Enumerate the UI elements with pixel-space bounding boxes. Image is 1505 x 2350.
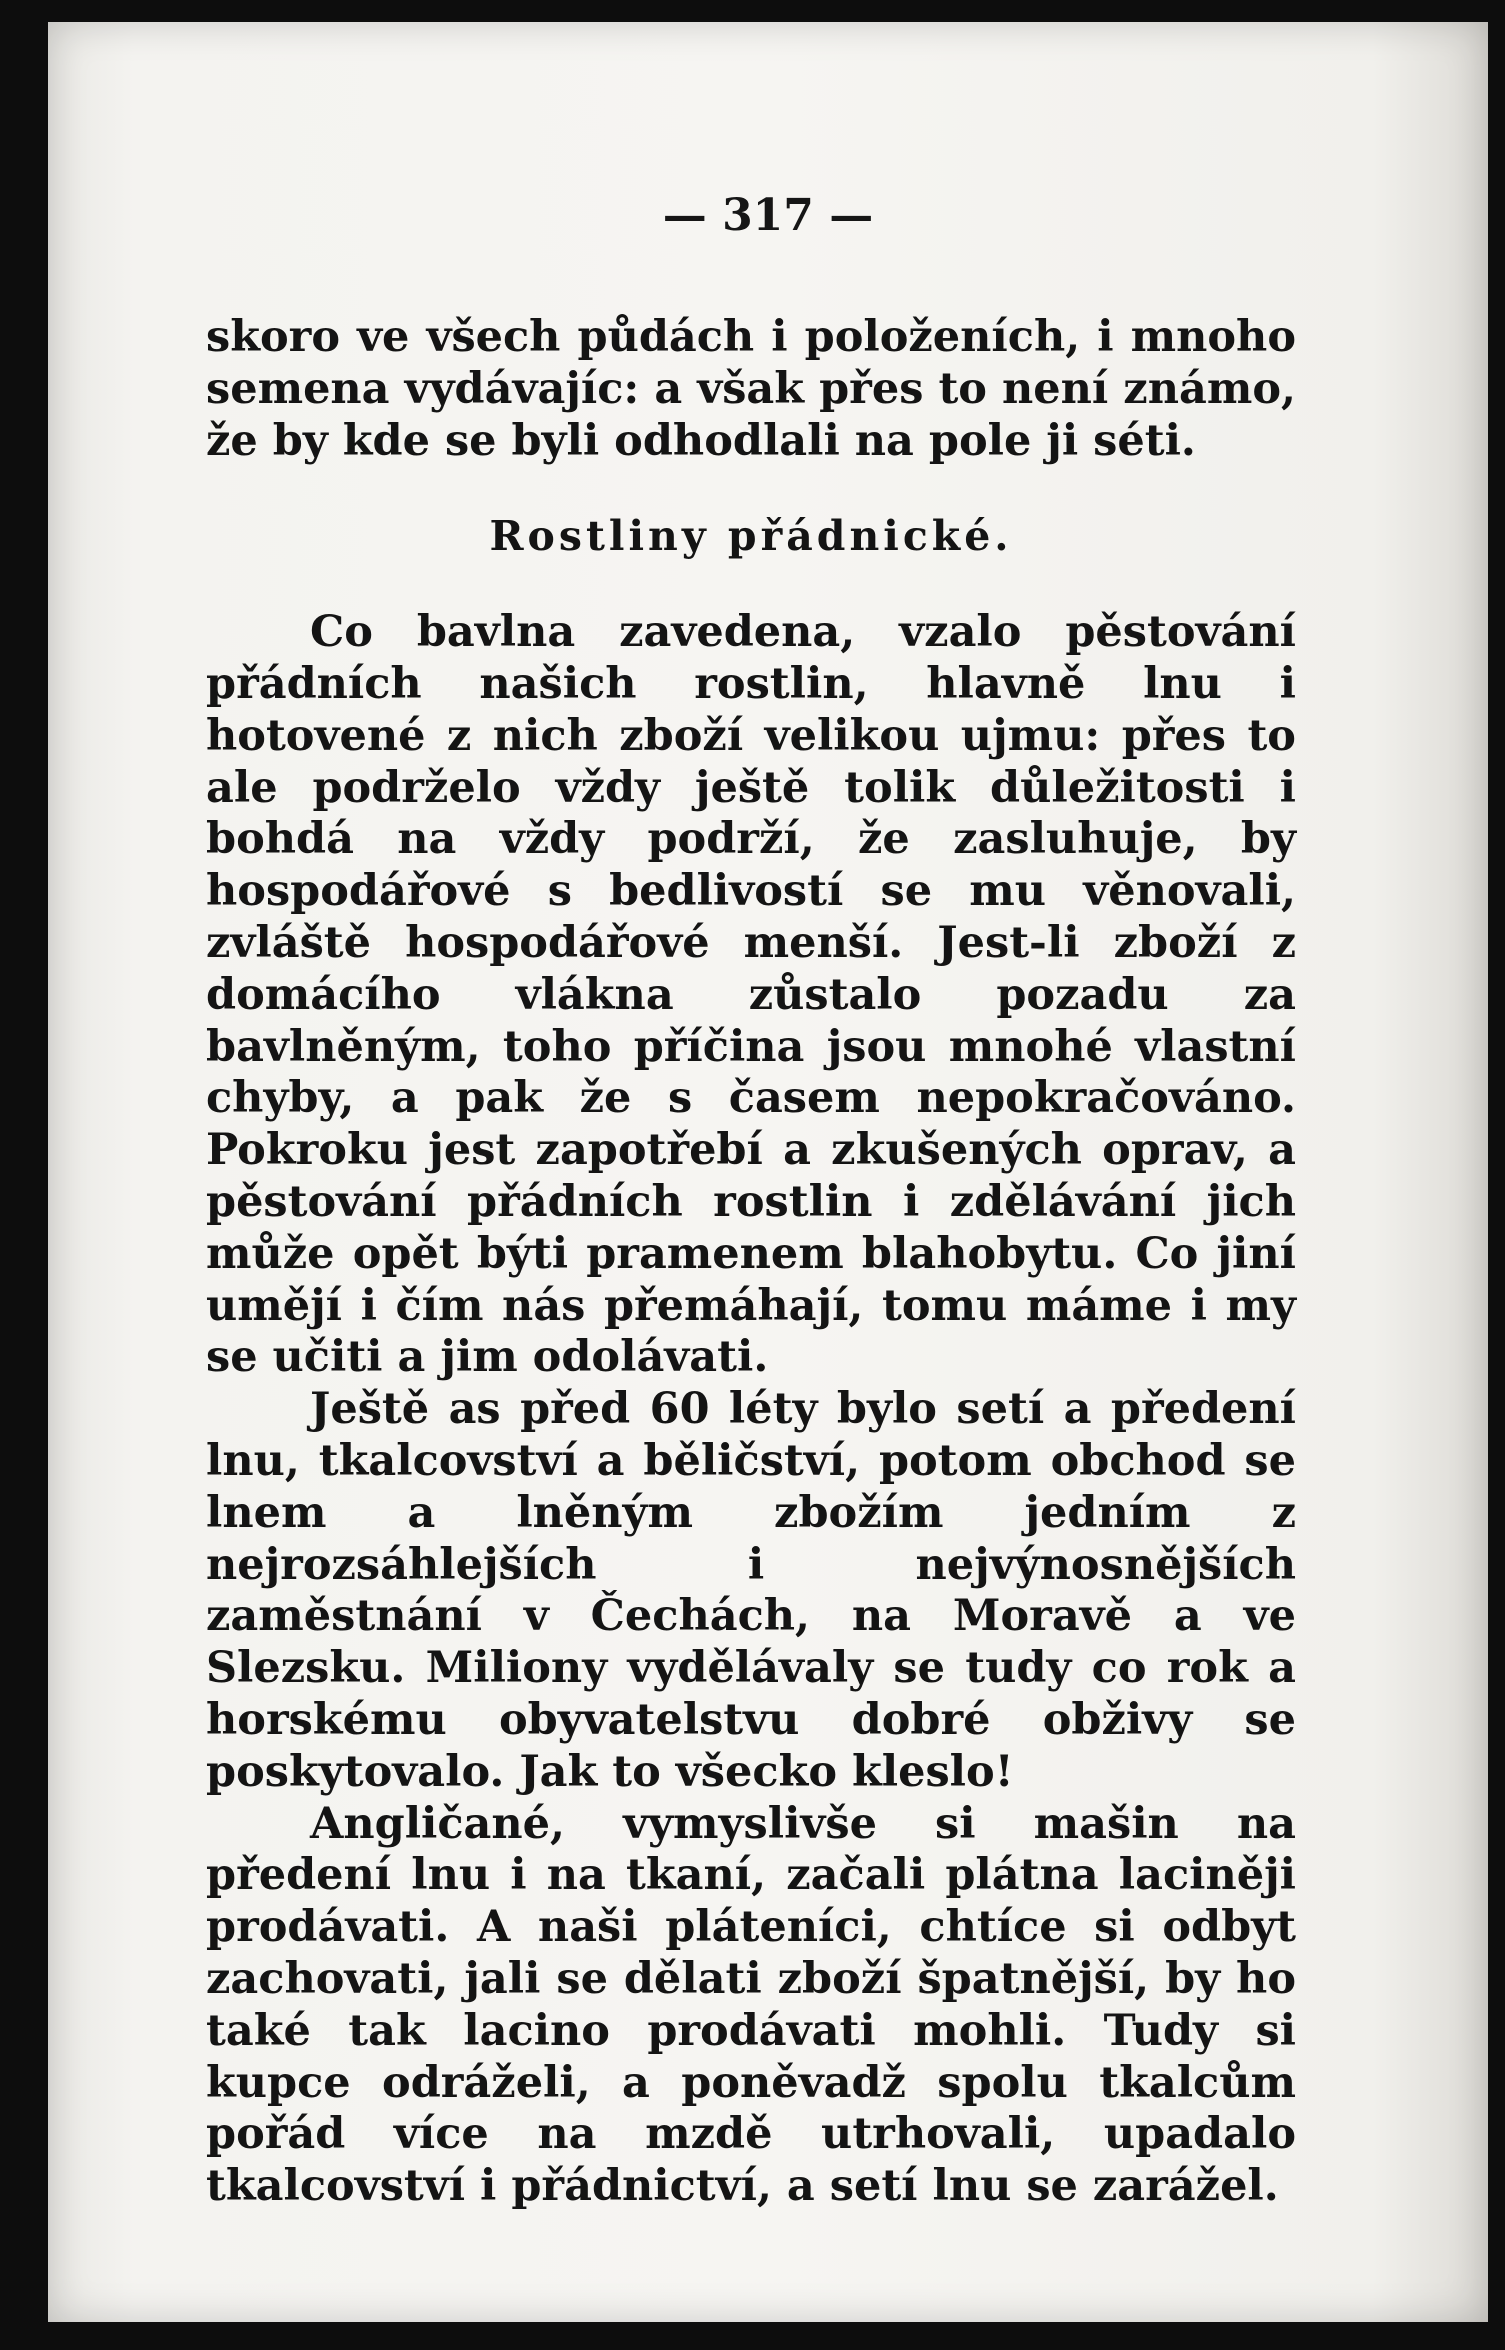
paragraph: Ještě as před 60 léty bylo setí a předení lnu, tkalcovství a běličství, potom obchod se lnem a lněným zbožím jedním z nejrozsáhlejších i nejvýnosnějších zaměstnání v Čechách, na Moravě a ve Slezsku. Miliony vydělávaly se tudy co rok a horskému obyvatelstvu dobré obživy se poskytovalo. Jak to všecko kleslo! <box>206 1384 1296 1797</box>
page-number: — 317 — <box>662 190 874 241</box>
book-page <box>48 22 1488 2322</box>
page-text <box>206 312 1296 2213</box>
paragraph: Angličané, vymyslivše si mašin na předení lnu i na tkaní, začali plátna laciněji prodávati. A naši pláteníci, chtíce si odbyt zachovati, jali se dělati zboží špatnější, by ho také tak lacino prodávati mohli. Tudy si kupce odráželi, a poněvadž spolu tkalcům pořád více na mzdě utrhovali, upadalo tkalcovství i přádnictví, a setí lnu se zarážel. <box>206 1798 1296 2212</box>
opening-paragraph: skoro ve všech půdách i položeních, i mnoho semena vydávajíc: a však přes to není známo, že by kde se byli odhodlali na pole ji séti. <box>206 312 1296 466</box>
paragraph: Co bavlna zavedena, vzalo pěstování přádních našich rostlin, hlavně lnu i hotovené z nich zboží velikou ujmu: přes to ale podrželo vždy ještě tolik důležitosti i bohdá na vždy podrží, že zasluhuje, by hospodářové s bedlivostí se mu věnovali, zvláště hospodářové menší. Jest-li zboží z domácího vlákna zůstalo pozadu za bavlněným, toho příčina jsou mnohé vlastní chyby, a pak že s časem nepokračováno. Pokroku jest zapotřebí a zkušených oprav, a pěstování přádních rostlin i zdělávání jich může opět býti pramenem blahobytu. Co jiní umějí i čím nás přemáhají, tomu máme i my se učiti a jim odolávati. <box>206 607 1296 1383</box>
section-heading: Rostliny přádnické. <box>489 512 1013 561</box>
